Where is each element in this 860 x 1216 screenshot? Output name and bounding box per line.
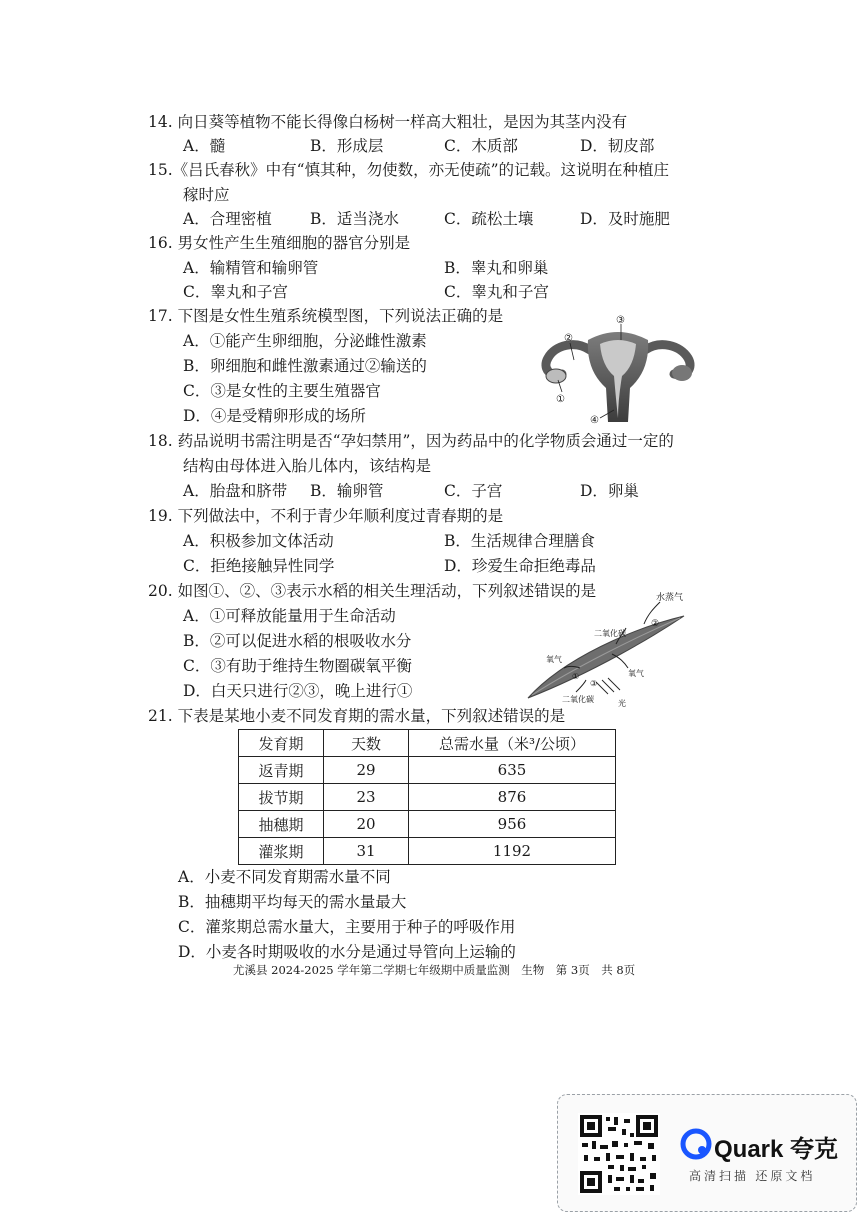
- q14-option-b: B．形成层: [310, 137, 384, 155]
- question-17-stem: 17. 下图是女性生殖系统模型图，下列说法正确的是: [148, 307, 504, 325]
- q14-option-c: C．木质部: [444, 137, 518, 155]
- q18-option-d: D．卵巢: [580, 482, 639, 500]
- q21-option-a: A．小麦不同发育期需水量不同: [178, 868, 391, 886]
- q14-option-d: D．韧皮部: [580, 137, 655, 155]
- q18-option-c: C．子宫: [444, 482, 503, 500]
- quark-logo-icon: [680, 1128, 712, 1160]
- table-cell: 拔节期: [239, 784, 324, 811]
- q16-option-c: C．睾丸和子宫: [183, 283, 288, 301]
- q20-label-3: ③: [590, 679, 598, 688]
- q20-label-2: ②: [651, 619, 660, 629]
- q20-label-light: 光: [618, 699, 626, 708]
- table-cell: 29: [324, 757, 409, 784]
- quark-tagline: 高清扫描 还原文档: [689, 1169, 816, 1183]
- q20-label-water-vapor: 水蒸气: [656, 593, 684, 603]
- question-18-stem: 18. 药品说明书需注明是否“孕妇禁用”，因为药品中的化学物质会通过一定的: [148, 432, 674, 450]
- q21-option-d: D．小麦各时期吸收的水分是通过导管向上运输的: [178, 943, 516, 961]
- table-header-row: [239, 730, 616, 757]
- table-row: [239, 838, 616, 865]
- q17-label-3: ③: [616, 315, 625, 326]
- rice-leaf-physiology-figure: [524, 588, 698, 708]
- table-header-cell: 发育期: [239, 730, 324, 757]
- quark-brand: Quark 夸克: [714, 1136, 839, 1163]
- table-cell: 灌浆期: [239, 838, 324, 865]
- q17-option-b: B．卵细胞和雌性激素通过②输送的: [183, 357, 427, 375]
- q21-option-b: B．抽穗期平均每天的需水量最大: [178, 893, 407, 911]
- q17-option-c: C．③是女性的主要生殖器官: [183, 382, 381, 400]
- q15-option-b: B．适当浇水: [310, 210, 399, 228]
- table-cell: 23: [324, 784, 409, 811]
- q15-option-c: C．疏松土壤: [444, 210, 534, 228]
- q20-label-1: ①: [572, 672, 580, 681]
- q21-option-c: C．灌浆期总需水量大，主要用于种子的呼吸作用: [178, 918, 516, 936]
- table-cell: 抽穗期: [239, 811, 324, 838]
- q17-label-1: ①: [556, 394, 565, 405]
- question-19-stem: 19. 下列做法中，不利于青少年顺利度过青春期的是: [148, 507, 504, 525]
- table-cell: 1192: [409, 838, 616, 865]
- table-row: [239, 811, 616, 838]
- question-20-stem: 20. 如图①、②、③表示水稻的相关生理活动，下列叙述错误的是: [148, 582, 597, 600]
- q20-label-co2-bottom: 二氧化碳: [562, 695, 594, 704]
- q20-option-b: B．②可以促进水稻的根吸收水分: [183, 632, 412, 650]
- table-cell: 返青期: [239, 757, 324, 784]
- q17-label-4: ④: [590, 415, 599, 426]
- q20-option-d: D．白天只进行②③，晚上进行①: [183, 682, 413, 700]
- q19-option-d: D．珍爱生命拒绝毒品: [444, 557, 596, 575]
- qr-code-icon: [578, 1113, 660, 1195]
- table-cell: 31: [324, 838, 409, 865]
- q19-option-b: B．生活规律合理膳食: [444, 532, 595, 550]
- q20-label-co2-top: 二氧化碳: [594, 629, 626, 638]
- q19-option-a: A．积极参加文体活动: [183, 532, 334, 550]
- q20-label-oxygen-right: 氧气: [628, 669, 644, 678]
- table-cell: 956: [409, 811, 616, 838]
- question-15-stem: 15.《吕氏春秋》中有“慎其种，勿使数，亦无使疏”的记载。这说明在种植庄: [148, 161, 670, 179]
- page-footer: 尤溪县 2024-2025 学年第二学期七年级期中质量监测 生物 第 3页 共 8页: [233, 963, 636, 977]
- q17-label-2: ②: [564, 333, 573, 344]
- q20-option-a: A．①可释放能量用于生命活动: [183, 607, 396, 625]
- q17-option-a: A．①能产生卵细胞，分泌雌性激素: [183, 332, 427, 350]
- q18-option-b: B．输卵管: [310, 482, 384, 500]
- table-row: [239, 784, 616, 811]
- q17-option-d: D．④是受精卵形成的场所: [183, 407, 366, 425]
- q16-option-d: C．睾丸和子宫: [444, 283, 549, 301]
- q14-option-a: A．髓: [183, 137, 226, 155]
- q16-option-b: B．睾丸和卵巢: [444, 259, 549, 277]
- question-18-stem-cont: 结构由母体进入胎儿体内，该结构是: [183, 457, 432, 475]
- table-cell: 876: [409, 784, 616, 811]
- question-16-stem: 16. 男女性产生生殖细胞的器官分别是: [148, 234, 411, 252]
- q15-option-a: A．合理密植: [183, 210, 272, 228]
- q18-option-a: A．胎盘和脐带: [183, 482, 288, 500]
- female-reproductive-system-figure: [530, 310, 710, 428]
- q19-option-c: C．拒绝接触异性同学: [183, 557, 335, 575]
- q20-label-oxygen-left: 氧气: [546, 655, 562, 664]
- q16-option-a: A．输精管和输卵管: [183, 259, 319, 277]
- table-header-cell: 天数: [324, 730, 409, 757]
- question-21-stem: 21. 下表是某地小麦不同发育期的需水量，下列叙述错误的是: [148, 707, 566, 725]
- wheat-water-table: [238, 729, 616, 865]
- table-row: [239, 757, 616, 784]
- q15-option-d: D．及时施肥: [580, 210, 670, 228]
- q20-option-c: C．③有助于维持生物圈碳氧平衡: [183, 657, 412, 675]
- table-header-cell: 总需水量（米³/公顷）: [409, 730, 616, 757]
- question-14-stem: 14. 向日葵等植物不能长得像白杨树一样高大粗壮，是因为其茎内没有: [148, 113, 628, 131]
- table-cell: 20: [324, 811, 409, 838]
- question-15-stem-cont: 稼时应: [183, 186, 230, 204]
- table-cell: 635: [409, 757, 616, 784]
